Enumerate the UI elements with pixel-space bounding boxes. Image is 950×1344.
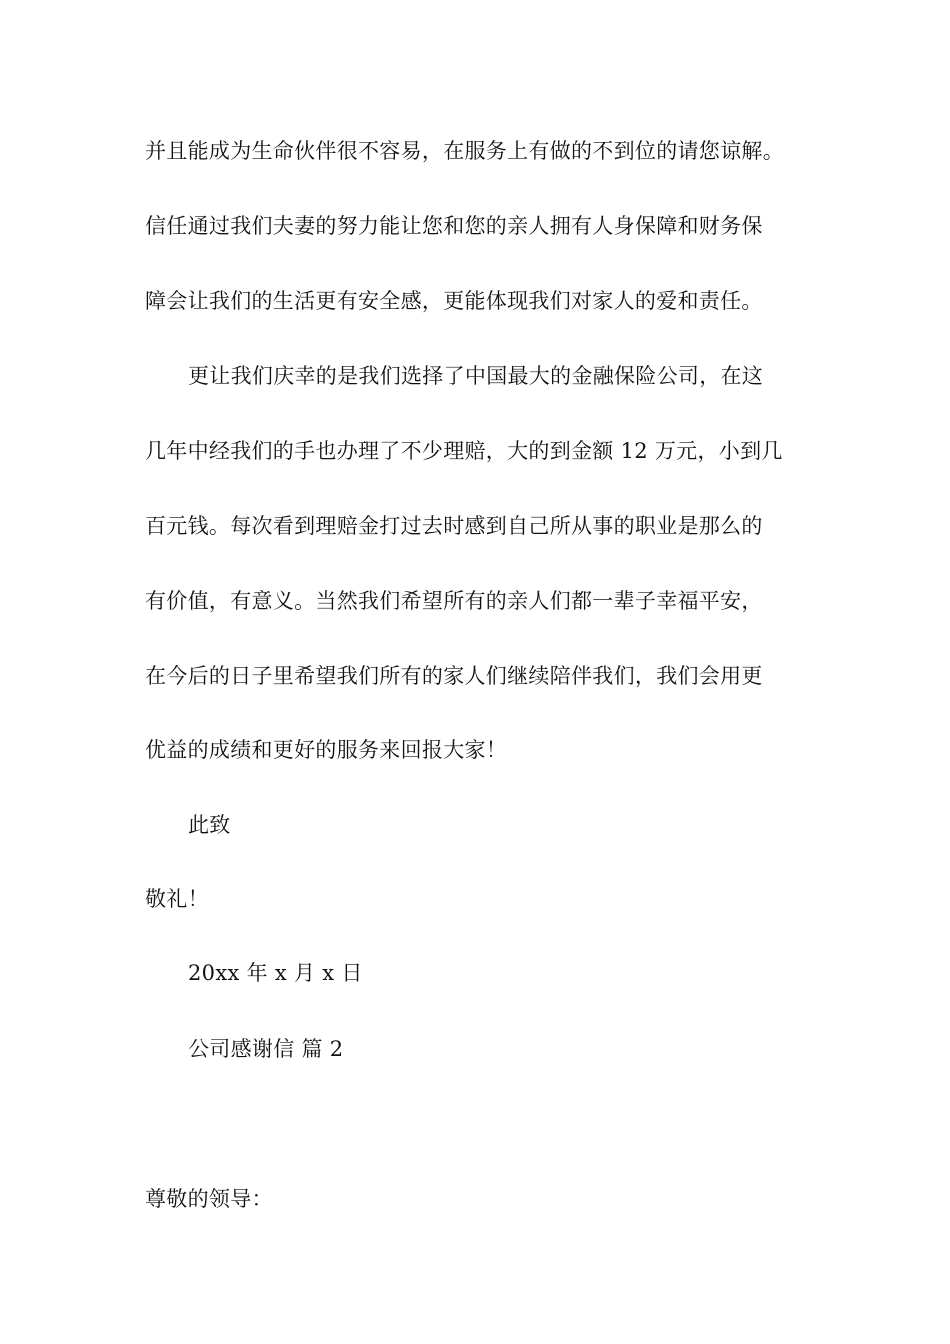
paragraph1-line-3: 障会让我们的生活更有安全感，更能体现我们对家人的爱和责任。 bbox=[145, 289, 763, 313]
paragraph2-line-1: 更让我们庆幸的是我们选择了中国最大的金融保险公司，在这 bbox=[188, 364, 764, 388]
paragraph2-line-2: 几年中经我们的手也办理了不少理赔，大的到金额 12 万元，小到几 bbox=[145, 439, 783, 463]
letter-greeting: 尊敬的领导： bbox=[145, 1187, 273, 1211]
paragraph2-line-4: 有价值，有意义。当然我们希望所有的亲人们都一辈子幸福平安， bbox=[145, 589, 763, 613]
paragraph2-line-6: 优益的成绩和更好的服务来回报大家！ bbox=[145, 738, 508, 762]
salute-text: 敬礼！ bbox=[145, 887, 209, 911]
paragraph1-line-2: 信任通过我们夫妻的努力能让您和您的亲人拥有人身保障和财务保 bbox=[145, 214, 763, 238]
letter-date: 20xx 年 x 月 x 日 bbox=[188, 961, 363, 985]
closing-text: 此致 bbox=[188, 813, 231, 837]
section-title: 公司感谢信 篇 2 bbox=[188, 1037, 344, 1061]
paragraph2-line-5: 在今后的日子里希望我们所有的家人们继续陪伴我们，我们会用更 bbox=[145, 664, 763, 688]
paragraph1-line-1: 并且能成为生命伙伴很不容易，在服务上有做的不到位的请您谅解。 bbox=[145, 139, 784, 163]
paragraph2-line-3: 百元钱。每次看到理赔金打过去时感到自己所从事的职业是那么的 bbox=[145, 514, 763, 538]
